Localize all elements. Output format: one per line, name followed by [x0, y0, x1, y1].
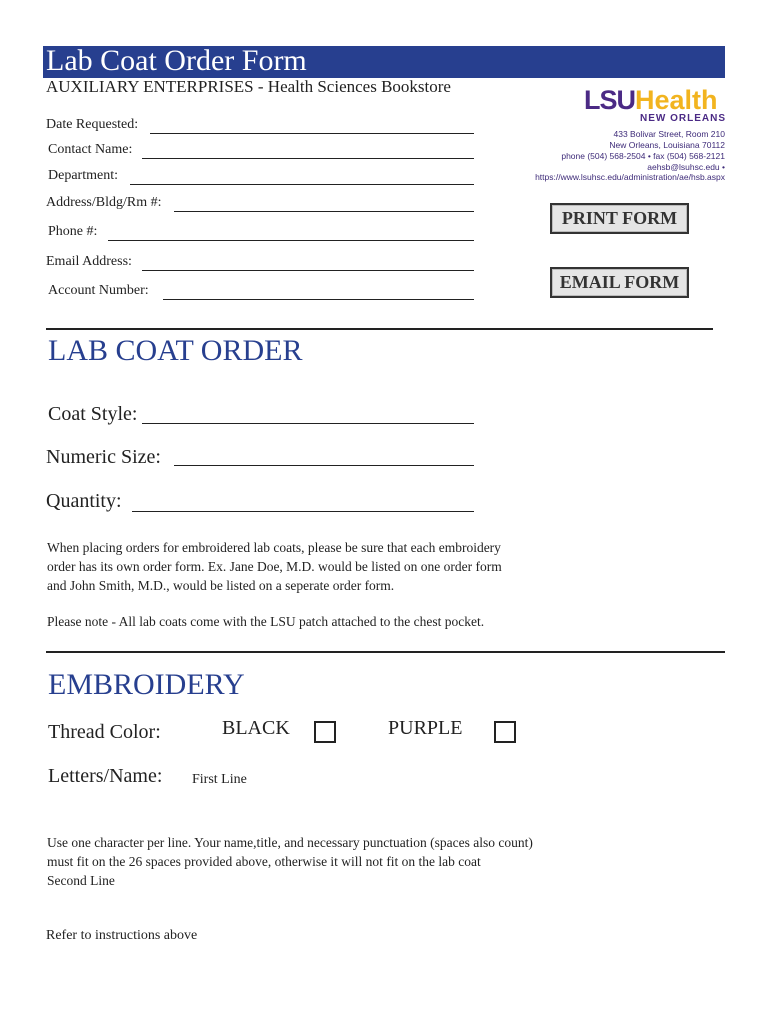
lab-coat-order-heading: LAB COAT ORDER — [48, 334, 303, 367]
address-line-1: 433 Bolivar Street, Room 210 — [613, 129, 725, 139]
numeric-size-field[interactable] — [174, 465, 474, 466]
coat-style-label: Coat Style: — [48, 403, 138, 425]
order-instructions-line-3: and John Smith, M.D., would be listed on a seperate order form. — [47, 578, 395, 593]
address-website: https://www.lsuhsc.edu/administration/ae/hsb.aspx — [535, 172, 725, 182]
quantity-label: Quantity: — [46, 490, 122, 512]
order-instructions — [47, 538, 647, 595]
logo-city-text: NEW ORLEANS — [640, 113, 726, 124]
department-field[interactable] — [130, 184, 474, 185]
section-divider — [46, 328, 713, 330]
print-form-button[interactable]: PRINT FORM — [550, 203, 689, 234]
coat-style-field[interactable] — [142, 423, 474, 424]
patch-note: Please note - All lab coats come with the LSU patch attached to the chest pocket. — [47, 614, 485, 629]
black-option-label: BLACK — [222, 717, 290, 739]
order-instructions-line-2: order has its own order form. Ex. Jane Doe, M.D. would be listed on one order form — [47, 559, 502, 574]
account-number-label: Account Number: — [48, 283, 149, 298]
contact-name-label: Contact Name: — [48, 142, 133, 157]
date-requested-field[interactable] — [150, 133, 474, 134]
address-bldg-rm-label: Address/Bldg/Rm #: — [46, 195, 162, 210]
email-address-label: Email Address: — [46, 254, 132, 269]
email-address-field[interactable] — [142, 270, 474, 271]
second-line-label: Second Line — [47, 873, 115, 888]
date-requested-label: Date Requested: — [46, 117, 139, 132]
letters-name-label: Letters/Name: — [48, 765, 163, 787]
first-line-label: First Line — [192, 772, 247, 787]
phone-field[interactable] — [108, 240, 474, 241]
embroidery-heading: EMBROIDERY — [48, 668, 245, 701]
account-number-field[interactable] — [163, 299, 474, 300]
thread-color-label: Thread Color: — [48, 721, 161, 743]
contact-name-field[interactable] — [142, 158, 474, 159]
lsu-health-logo — [580, 86, 726, 126]
page-subtitle: AUXILIARY ENTERPRISES - Health Sciences Bookstore — [46, 77, 451, 96]
black-checkbox[interactable] — [314, 721, 336, 743]
address-bldg-rm-field[interactable] — [174, 211, 474, 212]
embroidery-rule-line-1: Use one character per line. Your name,title, and necessary punctuation (spaces also count) — [47, 835, 533, 850]
phone-label: Phone #: — [48, 224, 98, 239]
department-label: Department: — [48, 168, 118, 183]
page-title: Lab Coat Order Form — [46, 44, 307, 77]
address-email: aehsb@lsuhsc.edu • — [647, 162, 725, 172]
refer-instructions-text: Refer to instructions above — [46, 928, 198, 943]
numeric-size-label: Numeric Size: — [46, 446, 161, 468]
address-line-2: New Orleans, Louisiana 70112 — [609, 140, 725, 150]
section-divider — [46, 651, 725, 653]
embroidery-rules — [47, 833, 687, 890]
logo-lsu-text: LSU — [584, 85, 635, 115]
email-form-button[interactable]: EMAIL FORM — [550, 267, 689, 298]
address-phone-fax: phone (504) 568-2504 • fax (504) 568-2121 — [561, 151, 725, 161]
purple-checkbox[interactable] — [494, 721, 516, 743]
logo-health-text: Health — [635, 85, 718, 115]
embroidery-rule-line-2: must fit on the 26 spaces provided above, otherwise it will not fit on the lab coat — [47, 854, 481, 869]
purple-option-label: PURPLE — [388, 717, 463, 739]
quantity-field[interactable] — [132, 511, 474, 512]
order-instructions-line-1: When placing orders for embroidered lab coats, please be sure that each embroidery — [47, 540, 501, 555]
